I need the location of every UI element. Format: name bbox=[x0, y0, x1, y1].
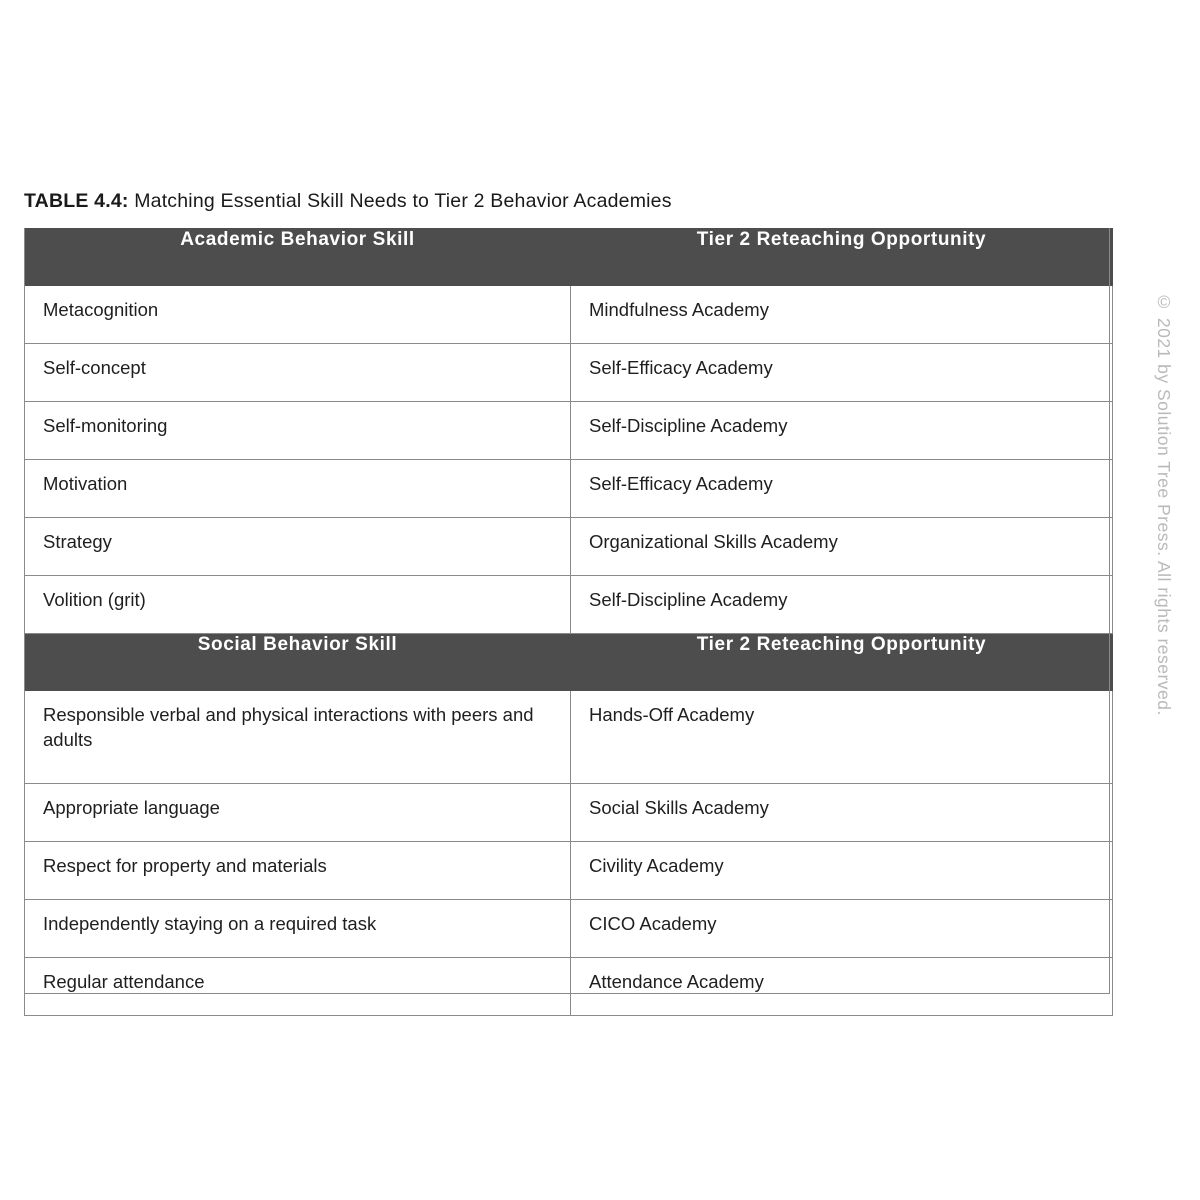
table-row bbox=[25, 518, 1113, 576]
table-caption-text: Matching Essential Skill Needs to Tier 2 Behavior Academies bbox=[134, 190, 672, 212]
column-header-tier2-reteaching-opportunity: Tier 2 Reteaching Opportunity bbox=[571, 229, 1113, 286]
cell-skill: Respect for property and materials bbox=[25, 842, 571, 900]
cell-skill: Volition (grit) bbox=[25, 576, 571, 634]
cell-opportunity: Self-Efficacy Academy bbox=[571, 460, 1113, 518]
table-row bbox=[25, 576, 1113, 634]
cell-opportunity: Self-Efficacy Academy bbox=[571, 344, 1113, 402]
table-row bbox=[25, 691, 1113, 784]
column-header-social-behavior-skill: Social Behavior Skill bbox=[25, 634, 571, 691]
skills-table bbox=[24, 228, 1113, 1016]
cell-skill: Strategy bbox=[25, 518, 571, 576]
cell-opportunity: CICO Academy bbox=[571, 900, 1113, 958]
table-row bbox=[25, 402, 1113, 460]
cell-skill: Responsible verbal and physical interactions with peers and adults bbox=[25, 691, 571, 784]
table-row bbox=[25, 344, 1113, 402]
table-row bbox=[25, 900, 1113, 958]
cell-opportunity: Organizational Skills Academy bbox=[571, 518, 1113, 576]
cell-opportunity: Self-Discipline Academy bbox=[571, 402, 1113, 460]
table-header-row bbox=[25, 229, 1113, 286]
table-row bbox=[25, 842, 1113, 900]
table-header-row bbox=[25, 634, 1113, 691]
cell-skill: Metacognition bbox=[25, 286, 571, 344]
column-header-tier2-reteaching-opportunity: Tier 2 Reteaching Opportunity bbox=[571, 634, 1113, 691]
cell-skill: Self-concept bbox=[25, 344, 571, 402]
cell-skill: Regular attendance bbox=[25, 958, 571, 1016]
cell-skill: Appropriate language bbox=[25, 784, 571, 842]
table-caption bbox=[24, 190, 672, 213]
copyright-notice: © 2021 by Solution Tree Press. All rights reserved. bbox=[1154, 292, 1174, 716]
cell-skill: Self-monitoring bbox=[25, 402, 571, 460]
cell-skill: Independently staying on a required task bbox=[25, 900, 571, 958]
cell-opportunity: Hands-Off Academy bbox=[571, 691, 1113, 784]
cell-skill: Motivation bbox=[25, 460, 571, 518]
table-row bbox=[25, 460, 1113, 518]
table-caption-label: TABLE 4.4: bbox=[24, 190, 129, 212]
cell-opportunity: Mindfulness Academy bbox=[571, 286, 1113, 344]
cell-opportunity: Self-Discipline Academy bbox=[571, 576, 1113, 634]
table-row bbox=[25, 784, 1113, 842]
table-row bbox=[25, 958, 1113, 1016]
table-row bbox=[25, 286, 1113, 344]
cell-opportunity: Attendance Academy bbox=[571, 958, 1113, 1016]
cell-opportunity: Civility Academy bbox=[571, 842, 1113, 900]
column-header-academic-behavior-skill: Academic Behavior Skill bbox=[25, 229, 571, 286]
cell-opportunity: Social Skills Academy bbox=[571, 784, 1113, 842]
